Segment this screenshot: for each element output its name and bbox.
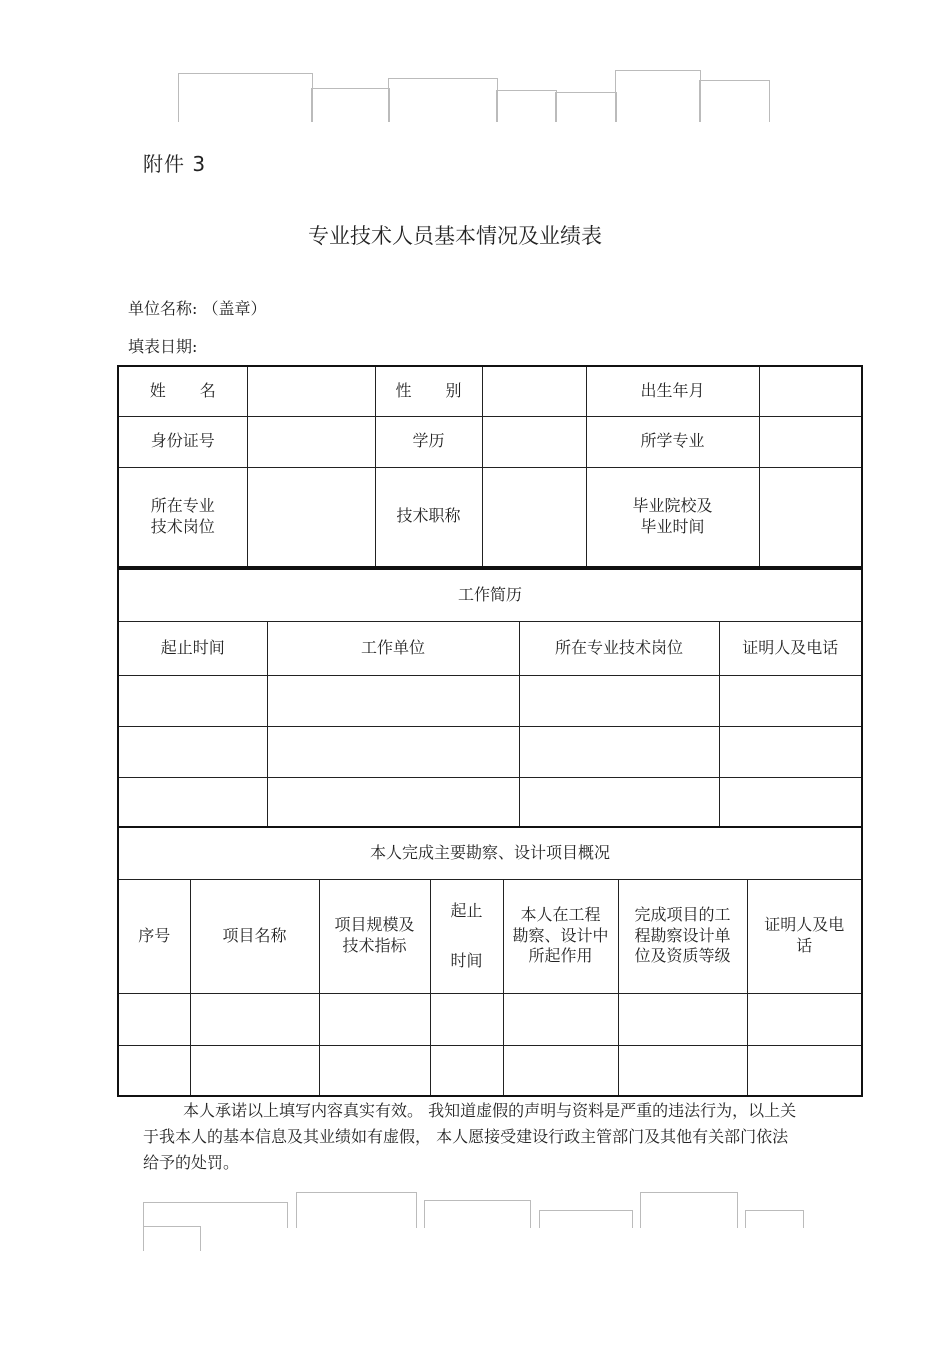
school-label: 毕业院校及 毕业时间	[586, 467, 759, 567]
major-label: 所学专业	[586, 416, 759, 467]
work-cell[interactable]	[719, 777, 862, 827]
table-row	[118, 777, 862, 827]
birth-label: 出生年月	[586, 366, 759, 416]
work-cell[interactable]	[118, 675, 267, 726]
project-cell[interactable]	[190, 1045, 319, 1096]
page-title: 专业技术人员基本情况及业绩表	[308, 224, 602, 248]
work-header-period: 起止时间	[118, 621, 267, 675]
work-cell[interactable]	[519, 675, 719, 726]
decorative-box	[745, 1210, 804, 1228]
work-header-position: 所在专业技术岗位	[519, 621, 719, 675]
gender-value-cell[interactable]	[482, 366, 586, 416]
decorative-box	[311, 88, 390, 122]
project-header-name: 项目名称	[190, 879, 319, 993]
projects-table	[117, 826, 863, 1097]
project-header-seq: 序号	[118, 879, 190, 993]
id-number-value-cell[interactable]	[247, 416, 375, 467]
position-value-cell[interactable]	[247, 467, 375, 567]
major-value-cell[interactable]	[759, 416, 862, 467]
project-cell[interactable]	[747, 993, 862, 1045]
project-cell[interactable]	[618, 993, 747, 1045]
project-cell[interactable]	[319, 993, 430, 1045]
title-rank-label: 技术职称	[375, 467, 482, 567]
project-header-scale: 项目规模及 技术指标	[319, 879, 430, 993]
project-cell[interactable]	[118, 1045, 190, 1096]
table-row	[118, 675, 862, 726]
work-section-title: 工作简历	[118, 569, 862, 621]
work-cell[interactable]	[118, 726, 267, 777]
project-cell[interactable]	[430, 1045, 503, 1096]
education-value-cell[interactable]	[482, 416, 586, 467]
school-value-cell[interactable]	[759, 467, 862, 567]
attachment-label: 附件 3	[143, 152, 207, 176]
work-header-employer: 工作单位	[267, 621, 519, 675]
project-cell[interactable]	[503, 993, 618, 1045]
project-cell[interactable]	[190, 993, 319, 1045]
decorative-box	[640, 1192, 738, 1228]
position-label: 所在专业 技术岗位	[118, 467, 247, 567]
project-cell[interactable]	[430, 993, 503, 1045]
table-row	[118, 1045, 862, 1096]
id-number-label: 身份证号	[118, 416, 247, 467]
title-rank-value-cell[interactable]	[482, 467, 586, 567]
decorative-box	[539, 1210, 633, 1228]
decorative-box	[615, 70, 701, 122]
decorative-box	[388, 78, 498, 122]
project-cell[interactable]	[503, 1045, 618, 1096]
birth-value-cell[interactable]	[759, 366, 862, 416]
work-history-table	[117, 568, 863, 828]
project-cell[interactable]	[747, 1045, 862, 1096]
basic-info-table	[117, 365, 863, 568]
declaration-statement: 本人承诺以上填写内容真实有效。 我知道虚假的声明与资料是严重的违法行为，以上关于我本人的基本信息及其业绩如有虚假， 本人愿接受建设行政主管部门及其他有关部门依法给予的处罚。	[143, 1101, 797, 1172]
project-cell[interactable]	[618, 1045, 747, 1096]
fill-date-label: 填表日期:	[128, 337, 198, 356]
work-cell[interactable]	[519, 777, 719, 827]
name-value-cell[interactable]	[247, 366, 375, 416]
decorative-box	[424, 1200, 531, 1228]
decorative-box	[143, 1202, 288, 1228]
decorative-box	[143, 1226, 201, 1251]
work-cell[interactable]	[267, 675, 519, 726]
decorative-box	[699, 80, 770, 122]
project-header-witness: 证明人及电 话	[747, 879, 862, 993]
table-row	[118, 993, 862, 1045]
project-cell[interactable]	[319, 1045, 430, 1096]
projects-section-title: 本人完成主要勘察、设计项目概况	[118, 827, 862, 879]
work-cell[interactable]	[519, 726, 719, 777]
project-header-org: 完成项目的工 程勘察设计单 位及资质等级	[618, 879, 747, 993]
decorative-box	[555, 92, 617, 122]
work-cell[interactable]	[118, 777, 267, 827]
education-label: 学历	[375, 416, 482, 467]
decorative-box	[178, 73, 313, 122]
name-label: 姓 名	[118, 366, 247, 416]
gender-label: 性 别	[375, 366, 482, 416]
table-row	[118, 726, 862, 777]
work-cell[interactable]	[719, 726, 862, 777]
work-cell[interactable]	[267, 777, 519, 827]
project-header-role: 本人在工程 勘察、设计中 所起作用	[503, 879, 618, 993]
decorative-box	[496, 90, 557, 122]
work-header-witness: 证明人及电话	[719, 621, 862, 675]
decorative-box	[296, 1192, 417, 1228]
work-cell[interactable]	[719, 675, 862, 726]
unit-name-label: 单位名称: （盖章）	[128, 299, 267, 318]
project-header-period: 起止 时间	[430, 879, 503, 993]
work-cell[interactable]	[267, 726, 519, 777]
project-cell[interactable]	[118, 993, 190, 1045]
